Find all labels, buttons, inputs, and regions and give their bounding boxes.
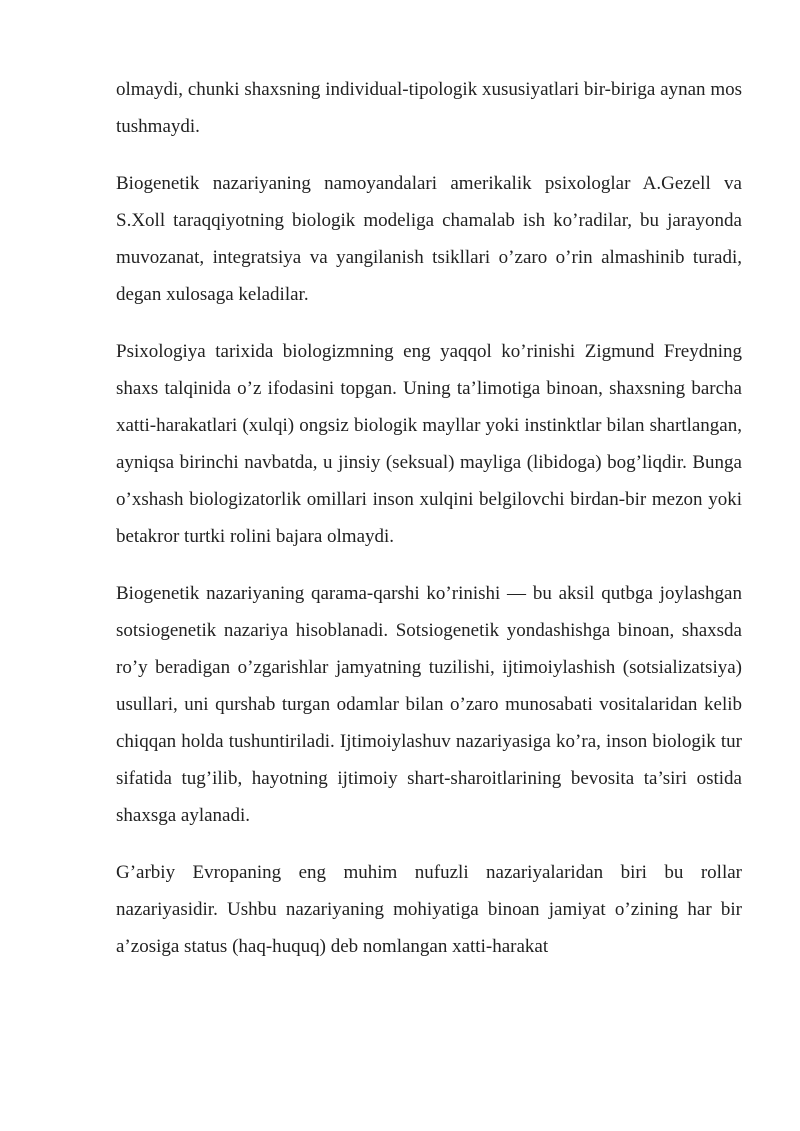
document-page (116, 71, 742, 985)
paragraph-2: Biogenetik nazariyaning namoyandalari amerikalik psixologlar A.Gezell va S.Xoll taraqqiyotning biologik modeliga chamalab ish ko’radilar, bu jarayonda muvozanat, integratsiya va yangilanish tsikllari o’zaro o’rin almashinib turadi, degan xulosaga keladilar. (116, 173, 742, 305)
paragraph-1: olmaydi, chunki shaxsning individual-tipologik xususiyatlari bir-biriga aynan mos tushmaydi. (116, 79, 742, 137)
paragraph-4: Biogenetik nazariyaning qarama-qarshi ko’rinishi — bu aksil qutbga joylashgan sotsiogenetik nazariya hisoblanadi. Sotsiogenetik yondashishga binoan, shaxsda ro’y beradigan o’zgarishlar jamyatning tuzilishi, ijtimoiylashish (sotsializatsiya) usullari, uni qurshab turgan odamlar bilan o’zaro munosabati vositalaridan kelib chiqqan holda tushuntiriladi. Ijtimoiylashuv nazariyasiga ko’ra, inson biologik tur sifatida tug’ilib, hayotning ijtimoiy shart-sharoitlarining bevosita ta’siri ostida shaxsga aylanadi. (116, 583, 742, 826)
paragraph-5: G’arbiy Evropaning eng muhim nufuzli nazariyalaridan biri bu rollar nazariyasidir. Ushbu nazariyaning mohiyatiga binoan jamiyat o’zining har bir a’zosiga status (haq-huquq) deb nomlangan xatti-harakat (116, 862, 742, 957)
paragraph-3: Psixologiya tarixida biologizmning eng yaqqol ko’rinishi Zigmund Freydning shaxs talqinida o’z ifodasini topgan. Uning ta’limotiga binoan, shaxsning barcha xatti-harakatlari (xulqi) ongsiz biologik mayllar yoki instinktlar bilan shartlangan, ayniqsa birinchi navbatda, u jinsiy (seksual) mayliga (libidoga) bog’liqdir. Bunga o’xshash biologizatorlik omillari inson xulqini belgilovchi birdan-bir mezon yoki betakror turtki rolini bajara olmaydi. (116, 341, 742, 547)
